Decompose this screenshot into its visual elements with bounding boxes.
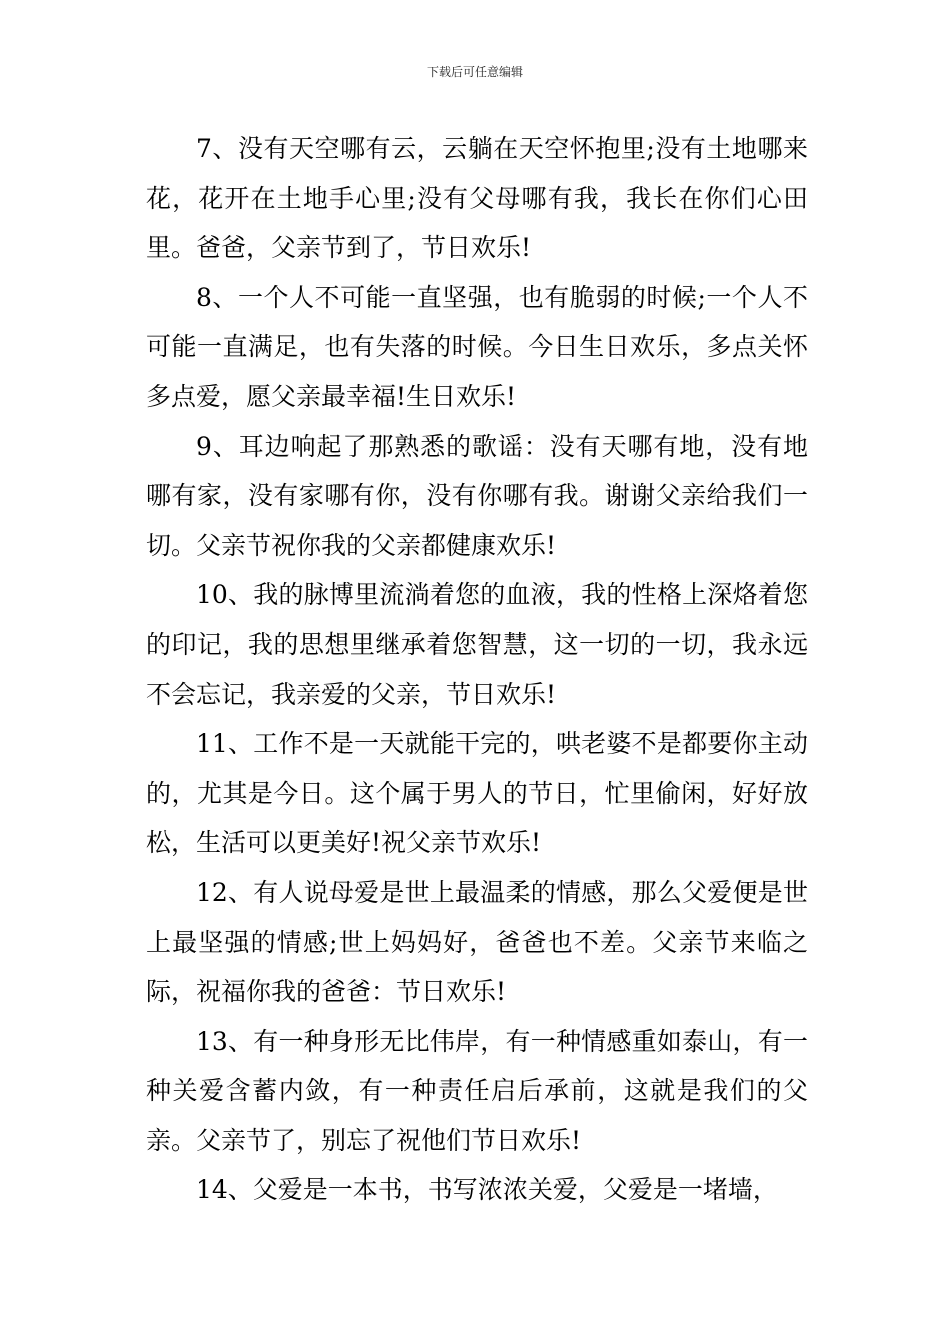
paragraph-7: 7、没有天空哪有云，云躺在天空怀抱里;没有土地哪来花，花开在土地手心里;没有父母哪有我，我长在你们心田里。爸爸，父亲节到了，节日欢乐! bbox=[146, 134, 808, 263]
paragraph-9: 9、耳边响起了那熟悉的歌谣：没有天哪有地，没有地哪有家，没有家哪有你，没有你哪有我。谢谢父亲给我们一切。父亲节祝你我的父亲都健康欢乐! bbox=[146, 431, 808, 560]
paragraph-11: 11、工作不是一天就能干完的，哄老婆不是都要你主动的，尤其是今日。这个属于男人的节日，忙里偷闲，好好放松，生活可以更美好!祝父亲节欢乐! bbox=[146, 729, 808, 858]
page-header: 下载后可任意编辑 bbox=[426, 65, 523, 79]
paragraph-12: 12、有人说母爱是世上最温柔的情感，那么父爱便是世上最坚强的情感;世上妈妈好，爸爸也不差。父亲节来临之际，祝福你我的爸爸：节日欢乐! bbox=[146, 877, 808, 1007]
document-body bbox=[146, 124, 808, 1215]
paragraph-8: 8、一个人不可能一直坚强，也有脆弱的时候;一个人不可能一直满足，也有失落的时候。今日生日欢乐，多点关怀多点爱，愿父亲最幸福!生日欢乐! bbox=[146, 282, 808, 411]
paragraph-13: 13、有一种身形无比伟岸，有一种情感重如泰山，有一种关爱含蓄内敛，有一种责任启后承前，这就是我们的父亲。父亲节了，别忘了祝他们节日欢乐! bbox=[146, 1026, 808, 1155]
paragraph-10: 10、我的脉博里流淌着您的血液，我的性格上深烙着您的印记，我的思想里继承着您智慧，这一切的一切，我永远不会忘记，我亲爱的父亲，节日欢乐! bbox=[146, 580, 808, 709]
paragraph-14: 14、父爱是一本书，书写浓浓关爱，父爱是一堵墙， bbox=[196, 1175, 778, 1205]
